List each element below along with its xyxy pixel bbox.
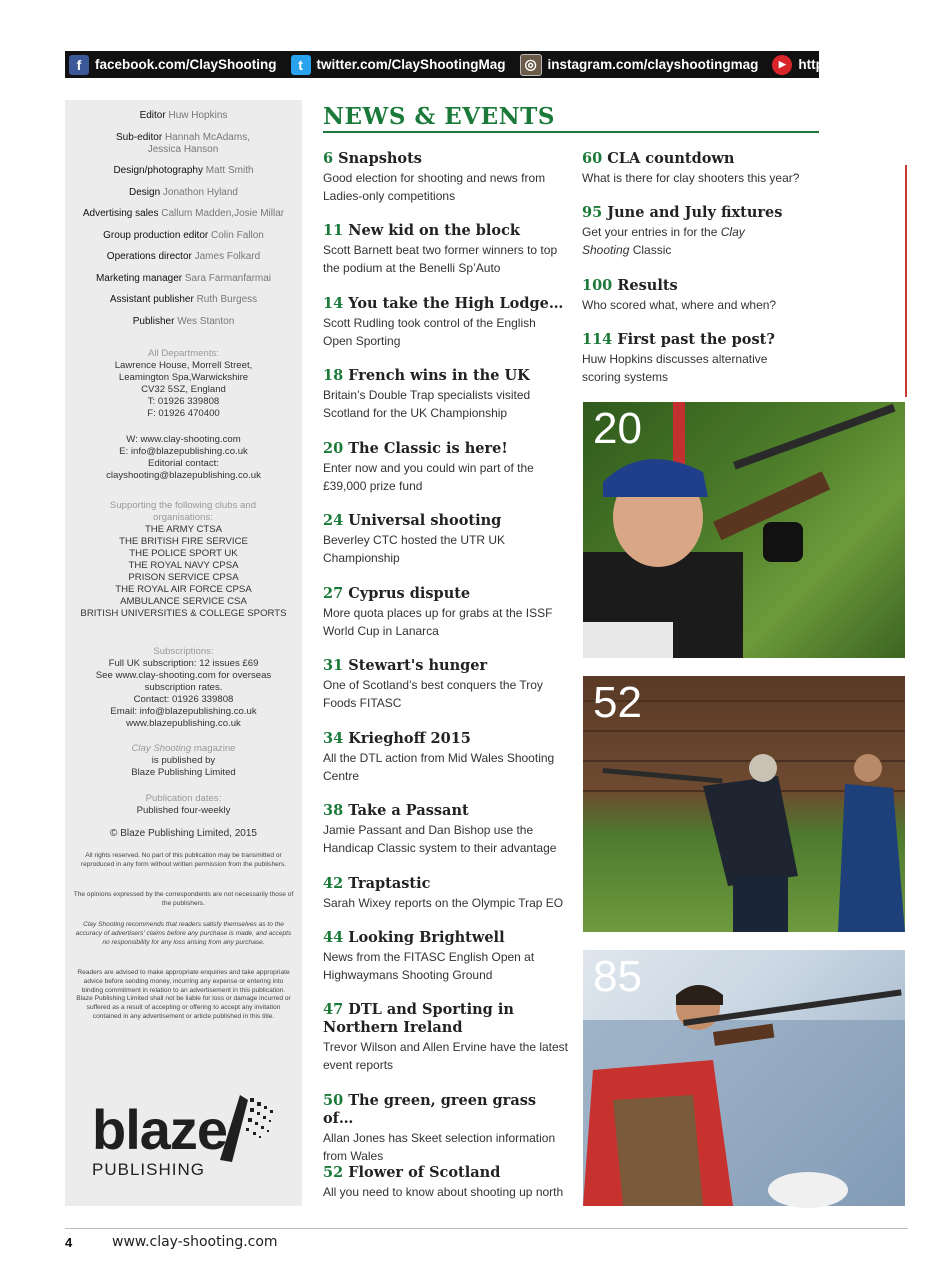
credit-design-photography: Design/photography Matt Smith [113,165,254,176]
toc-entry[interactable]: 34 Krieghoff 2015 All the DTL action from Mid Wales Shooting Centre [323,730,555,783]
toc-entry[interactable]: 100 Results Who scored what, where and when? [582,277,777,312]
footer-website[interactable]: www.clay-shooting.com [112,1234,278,1250]
toc-entry[interactable]: 50 The green, green grass of… Allan Jones has Skeet selection information from Wales [323,1092,556,1163]
toc-entry[interactable]: 11 New kid on the block Scott Barnett beat two former winners to top the podium at the Benelli Sp’Auto [323,222,558,275]
credit-publisher: Publisher Wes Stanton [132,315,235,327]
credit-sub-editor: Sub-editor Hannah McAdams, Jessica Hanson [116,131,250,155]
facebook-icon: f [69,55,89,75]
toc-entry[interactable]: 95 June and July fixtures Get your entries in for the Clay Shooting Classic [582,204,783,257]
youtube-icon: ▶ [772,55,792,75]
photo-shooter-52[interactable] [583,676,905,932]
heading-rule [323,131,819,133]
toc-entry[interactable]: 38 Take a Passant Jamie Passant and Dan Bishop use the Handicap Classic system to their advantage [323,802,557,855]
toc-entry[interactable]: 18 French wins in the UK Britain’s Double Trap specialists visited Scotland for the UK Championship [323,367,531,420]
credit-marketing: Marketing manager Sara Farmanfarmai [95,272,272,284]
facebook-label: facebook.com/ClayShooting [95,57,277,72]
edge-accent [905,165,907,397]
logo-dots-icon [210,1090,280,1170]
logo-word: blaze [92,1098,228,1161]
toc-entry[interactable]: 47 DTL and Sporting in Northern Ireland Trevor Wilson and Allen Ervine have the latest event reports [323,1001,569,1072]
credit-assistant-publisher: Assistant publisher Ruth Burgess [109,294,258,305]
toc-entry[interactable]: 27 Cyprus dispute More quota places up for grabs at the ISSF World Cup in Lanarca [323,585,553,638]
blaze-logo [90,1090,280,1190]
legal-advertisers: Clay Shooting recommends that readers satisfy themselves as to the accuracy of advertisers' claims before any purchase is made, and accepts no responsibility for any loss arising from any purchase. [75,921,292,946]
credits-list [65,110,302,337]
publication-dates: Publication dates: Published four-weekly [136,793,231,816]
credit-editor: Editor Huw Hopkins [139,110,228,121]
toc-entry[interactable]: 31 Stewart's hunger One of Scotland’s best conquers the Troy Foods FITASC [323,657,543,710]
youtube-link[interactable] [768,55,931,75]
toc-entry[interactable]: 20 The Classic is here! Enter now and you could win part of the £39,000 prize fund [323,440,534,493]
credit-advertising: Advertising sales Callum Madden,Josie Millar [82,208,285,219]
copyright: © Blaze Publishing Limited, 2015 [110,828,257,839]
social-bar [65,51,931,78]
legal-readers: Readers are advised to make appropriate enquiries and take appropriate advice before sending money, incurring any expense or entering into binding commitment in relation to an advertisement in this publication. Blaze Publishing Limited shall not be liable for loss or damage incurred or suffered as a result of accepting or offering to accept any invitation contained in any advertisement or article published in this title. [76,969,291,1020]
address-block: All Departments: Lawrence House, Morrell Street, Leamington Spa,Warwickshire CV32 5SZ, England T: 01926 339808 F: 01926 470400 [114,348,253,419]
publisher-note: Clay Shooting magazine is published by Blaze Publishing Limited [131,743,236,778]
instagram-link[interactable] [516,54,759,76]
logo-subtitle: PUBLISHING [92,1160,205,1179]
twitter-label: twitter.com/ClayShootingMag [316,57,506,72]
photo-page-number: 85 [593,952,642,1001]
credit-operations: Operations director James Folkard [106,251,261,262]
legal-rights: All rights reserved. No part of this publication may be transmitted or reproduced in any form without written permission from the publishers. [80,852,287,868]
subscriptions-block: Subscriptions: Full UK subscription: 12 issues £69 See www.clay-shooting.com for overseas subscription rates. Contact: 01926 339808 Email: info@blazepublishing.co.uk www.blazepublishing.co.uk [95,646,272,729]
toc-entry[interactable]: 6 Snapshots Good election for shooting and news from Ladies-only competitions [323,150,546,203]
toc-entry[interactable]: 60 CLA countdown What is there for clay shooters this year? [582,150,800,185]
photo-page-number: 52 [593,678,642,727]
page-number: 4 [65,1235,73,1250]
section-heading: NEWS & EVENTS [323,103,555,130]
photo-page-number: 20 [593,404,642,453]
instagram-label: instagram.com/clayshootingmag [547,57,759,72]
credit-production: Group production editor Colin Fallon [103,229,264,241]
toc-entry[interactable]: 44 Looking Brightwell News from the FITASC English Open at Highwaymans Shooting Ground [323,929,535,982]
toc-entry[interactable]: 14 You take the High Lodge… Scott Rudling took control of the English Open Sporting [323,295,564,348]
toc-entry[interactable]: 42 Traptastic Sarah Wixey reports on the Olympic Trap EO [323,875,564,910]
facebook-link[interactable] [65,55,277,75]
twitter-link[interactable] [287,55,506,75]
legal-opinions: The opinions expressed by the correspondents are not necessarily those of the publishers. [73,891,294,907]
credit-design: Design Jonathon Hyland [129,186,238,198]
twitter-icon: t [291,55,311,75]
photo-shooter-85[interactable] [583,950,905,1206]
instagram-icon: ◎ [520,54,542,76]
toc-entry[interactable]: 24 Universal shooting Beverley CTC hosted the UTR UK Championship [323,512,506,565]
youtube-label: http://goo.gl/vxKYKJ [798,57,931,72]
photo-shooter-20[interactable] [583,402,905,658]
toc-entry[interactable]: 114 First past the post? Huw Hopkins discusses alternative scoring systems [582,331,775,384]
contact-block: W: www.clay-shooting.com E: info@blazepublishing.co.uk Editorial contact: clayshooting@blazepublishing.co.uk [106,434,261,481]
masthead-sidebar [65,100,302,1206]
toc-entry[interactable]: 52 Flower of Scotland All you need to know about shooting up north [323,1164,564,1199]
supporting-block: Supporting the following clubs and organisations: THE ARMY CTSA THE BRITISH FIRE SERVICE THE POLICE SPORT UK THE ROYAL NAVY CPSA PRISON SERVICE CPSA THE ROYAL AIR FORCE CPSA AMBULANCE SERVICE CSA BRITISH UNIVERSITIES & COLLEGE SPORTS [80,500,287,619]
footer-rule [65,1228,908,1229]
